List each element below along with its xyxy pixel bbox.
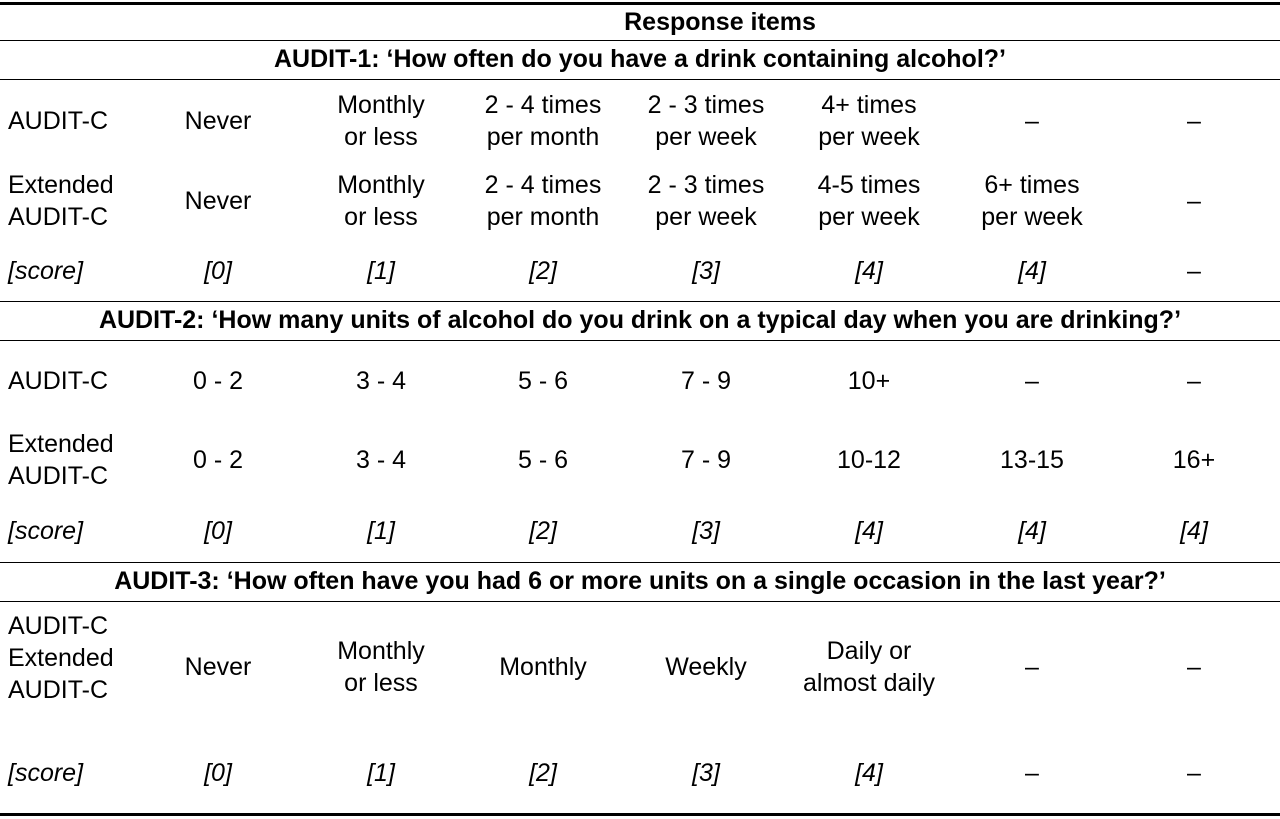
row-label-score: [score] xyxy=(8,257,84,285)
table-cell: 5 - 6 xyxy=(517,446,569,474)
score-cell: – xyxy=(1187,257,1201,285)
score-cell: [2] xyxy=(529,517,557,545)
table-cell: 13-15 xyxy=(1000,446,1064,474)
table-cell: Never xyxy=(184,653,252,681)
table-cell: 3 - 4 xyxy=(355,446,407,474)
section-title-audit-2: AUDIT-2: ‘How many units of alcohol do you drink on a typical day when you are drinking?’ xyxy=(98,306,1182,334)
table-cell: 2 - 4 times per month xyxy=(484,91,602,151)
section-2-title-rule xyxy=(0,340,1280,341)
row-label: AUDIT-C xyxy=(8,367,108,395)
table-cell: 0 - 2 xyxy=(192,446,244,474)
section-title-audit-3: AUDIT-3: ‘How often have you had 6 or more units on a single occasion in the last year?’ xyxy=(114,567,1166,595)
table-cell: 2 - 3 times per week xyxy=(647,91,765,151)
row-label: Extended AUDIT-C xyxy=(8,171,114,231)
row-label: AUDIT-C xyxy=(8,107,108,135)
score-cell: [1] xyxy=(367,257,395,285)
bottom-rule xyxy=(0,813,1280,816)
header-rule xyxy=(0,40,1280,41)
table-cell: – xyxy=(1187,187,1201,215)
table-cell: – xyxy=(1187,653,1201,681)
score-cell: [2] xyxy=(529,759,557,787)
score-cell: [1] xyxy=(367,759,395,787)
score-cell: [4] xyxy=(855,257,883,285)
table-cell: 3 - 4 xyxy=(355,367,407,395)
table-cell: 6+ times per week xyxy=(981,171,1083,231)
score-cell: [4] xyxy=(855,517,883,545)
row-label-score: [score] xyxy=(8,759,84,787)
score-cell: [3] xyxy=(692,257,720,285)
row-label: Extended AUDIT-C xyxy=(8,430,114,490)
score-cell: [4] xyxy=(855,759,883,787)
table-cell: Weekly xyxy=(665,653,747,681)
section-3-top-rule xyxy=(0,562,1280,563)
score-cell: [0] xyxy=(204,257,232,285)
table-cell: Monthly or less xyxy=(337,91,425,151)
section-title-audit-1: AUDIT-1: ‘How often do you have a drink containing alcohol?’ xyxy=(274,45,1006,73)
table-cell: Monthly xyxy=(499,653,587,681)
table-cell: – xyxy=(1025,107,1039,135)
score-cell: [3] xyxy=(692,517,720,545)
table-cell: 0 - 2 xyxy=(192,367,244,395)
table-cell: – xyxy=(1187,367,1201,395)
table-cell: Daily or almost daily xyxy=(803,637,935,697)
table-cell: Never xyxy=(184,107,252,135)
score-cell: – xyxy=(1025,759,1039,787)
table-cell: 16+ xyxy=(1172,446,1216,474)
score-cell: [1] xyxy=(367,517,395,545)
section-2-top-rule xyxy=(0,301,1280,302)
table-cell: 2 - 4 times per month xyxy=(484,171,602,231)
table-cell: – xyxy=(1025,653,1039,681)
table-cell: – xyxy=(1187,107,1201,135)
table-cell: 7 - 9 xyxy=(680,446,732,474)
row-label: AUDIT-C Extended AUDIT-C xyxy=(8,612,114,704)
score-cell: [4] xyxy=(1180,517,1208,545)
top-rule xyxy=(0,2,1280,5)
score-cell: – xyxy=(1187,759,1201,787)
section-3-title-rule xyxy=(0,601,1280,602)
table-cell: – xyxy=(1025,367,1039,395)
table-cell: 10-12 xyxy=(837,446,901,474)
table-cell: Never xyxy=(184,187,252,215)
score-cell: [3] xyxy=(692,759,720,787)
response-items-header: Response items xyxy=(624,8,816,36)
score-cell: [0] xyxy=(204,517,232,545)
table-cell: Monthly or less xyxy=(337,637,425,697)
score-cell: [4] xyxy=(1018,257,1046,285)
score-cell: [2] xyxy=(529,257,557,285)
table-cell: Monthly or less xyxy=(337,171,425,231)
section-1-title-rule xyxy=(0,79,1280,80)
table-cell: 4+ times per week xyxy=(818,91,920,151)
table-cell: 7 - 9 xyxy=(680,367,732,395)
score-cell: [4] xyxy=(1018,517,1046,545)
score-cell: [0] xyxy=(204,759,232,787)
table-cell: 5 - 6 xyxy=(517,367,569,395)
table-cell: 10+ xyxy=(847,367,891,395)
table-cell: 2 - 3 times per week xyxy=(647,171,765,231)
row-label-score: [score] xyxy=(8,517,84,545)
table-cell: 4-5 times per week xyxy=(817,171,921,231)
